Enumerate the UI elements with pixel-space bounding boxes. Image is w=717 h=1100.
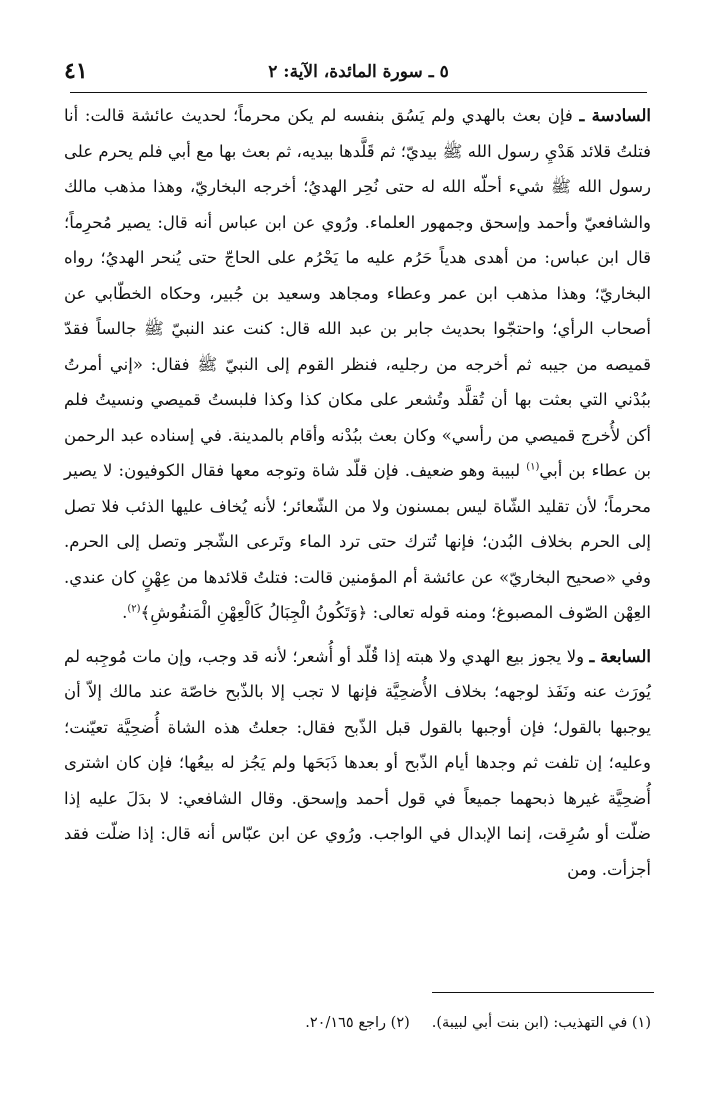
paragraph-seventh: [64, 639, 651, 888]
footnote-divider: [432, 992, 654, 993]
paragraph-text-cont: لبيبة وهو ضعيف. فإن قلّد شاة وتوجه معها فقال الكوفيون: لا يصير محرماً؛ لأن تقليد الشّاة ليس بمسنون ولا من الشّعائر؛ لأنه يُخاف عليها الذئب فلا تصل إلى الحرم بخلاف البُدن؛ فإنها تُترك حتى ترد الماء وتَرعى الشّجر وتصل إلى الحرم. وفي «صحيح البخاريّ» عن عائشة أم المؤمنين قالت: فتلتُ قلائدها من عِهْنٍ كان عندي. العِهْن الصّوف المصبوغ؛ ومنه قوله تعالى: ﴿وَتَكُونُ الْجِبَالُ كَالْعِهْنِ الْمَنفُوشِ﴾: [64, 461, 651, 622]
paragraph-text: فإن بعث بالهدي ولم يَسُق بنفسه لم يكن محرماً؛ لحديث عائشة قالت: أنا فتلتُ قلائد هَدْيِ رسول الله ﷺ بيديّ؛ ثم قَلَّدها بيديه، ثم بعث بها مع أبي فلم يحرم على رسول الله ﷺ شيء أحلّه الله له حتى نُحِر الهديُ؛ أخرجه البخاريّ، وهذا مذهب مالك والشافعيّ وأحمد وإسحق وجمهور العلماء. ورُوي عن ابن عباس أنه قال: يصير مُحرِماً؛ قال ابن عباس: من أهدى هدياً حَرُم عليه ما يَحْرُم على الحاجّ حتى يُنحر الهديُ؛ رواه البخاريّ؛ وهذا مذهب ابن عمر وعطاء ومجاهد وسعيد بن جُبير، وحكاه الخطّابي عن أصحاب الرأي؛ واحتجّوا بحديث جابر بن عبد الله قال: كنت عند النبيّ ﷺ جالساً فقدّ قميصه من جيبه ثم أخرجه من رجليه، فنظر القوم إلى النبيّ ﷺ فقال: «إني أمرتُ ببُدْني التي بعثت بها أن تُقلَّد وتُشعر على مكان كذا وكذا فلبستُ قميصي ونسيتُ فلم أكن لأُخرج قميصي من رأسي» وكان بعث ببُدْنه وأقام بالمدينة. في إسناده عبد الرحمن بن عطاء بن أبي: [64, 106, 652, 480]
footnote-ref-1[interactable]: (١): [526, 461, 540, 473]
footnote-2: (٢) راجع ٢٠/١٦٥.: [305, 1015, 410, 1031]
paragraph-sixth: [64, 98, 651, 631]
footnotes: [64, 1012, 651, 1034]
section-heading-sixth: السادسة ـ: [579, 106, 651, 125]
main-text: [64, 98, 651, 887]
footnote-ref-2[interactable]: (٢): [127, 603, 141, 615]
running-title: ٥ ـ سورة المائدة، الآية: ٢: [268, 62, 449, 82]
paragraph-text: ولا يجوز بيع الهدي ولا هبته إذا قُلّد أو أُشعر؛ لأنه قد وجب، وإن مات مُوجِبه لم يُورَث عنه ونَفَذ لوجهه؛ بخلاف الأُضحِيَّة فإنها لا تجب إلا بالذّبح خاصّة عند مالك إلاّ أن يوجبها بالقول؛ فإن أوجبها بالقول قبل الذّبح فقال: جعلتُ هذه الشاة أُضحِيَّة تعيّنت؛ وعليه؛ إن تلفت ثم وجدها أيام الذّبح أو بعدها ذَبَحَها ولم يَجُز له بيعُها؛ فإن كان اشترى أُضحِيَّة غيرها ذبحهما جميعاً في قول أحمد وإسحق. وقال الشافعي: لا بدَلَ عليه إذا ضلّت أو سُرِقت، إنما الإبدال في الواجب. ورُوي عن ابن عبّاس أنه قال: إذا ضلّت فقد أجزأت. ومن: [64, 646, 651, 879]
footnote-1: (١) في التهذيب: (ابن بنت أبي لبيبة).: [431, 1015, 651, 1031]
page-header: [64, 58, 647, 93]
section-heading-seventh: السابعة ـ: [589, 646, 651, 666]
page-number: ٤١: [64, 58, 88, 84]
paragraph-end: .: [122, 603, 128, 622]
